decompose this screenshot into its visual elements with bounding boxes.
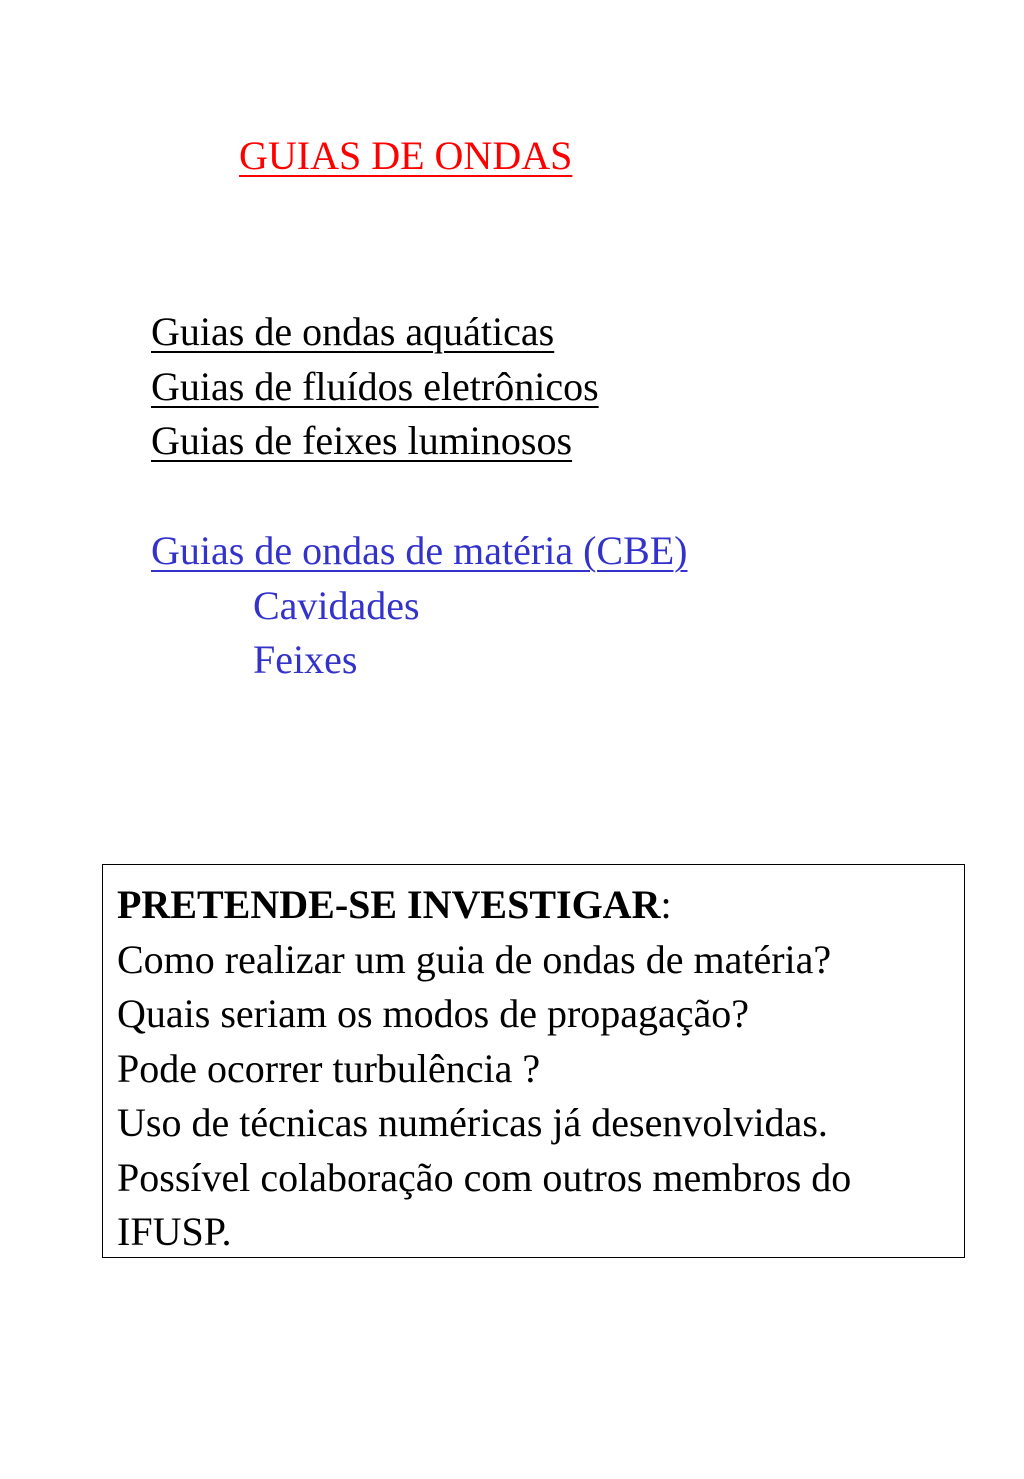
guide-item-aquatic: Guias de ondas aquáticas bbox=[151, 309, 555, 354]
investigation-box bbox=[102, 864, 965, 1258]
guide-item-electronic-fluids: Guias de fluídos eletrônicos bbox=[151, 363, 599, 409]
matter-item-beams: Feixes bbox=[253, 637, 358, 682]
matter-waveguide-heading: Guias de ondas de matéria (CBE) bbox=[151, 528, 688, 573]
guides-list bbox=[151, 305, 599, 469]
page-title: GUIAS DE ONDAS bbox=[239, 133, 573, 178]
investigation-line: Pode ocorrer turbulência ? bbox=[117, 1045, 541, 1091]
matter-item-cavities: Cavidades bbox=[253, 582, 420, 628]
investigation-heading-line bbox=[117, 878, 964, 933]
investigation-line: Uso de técnicas numéricas já desenvolvidas. bbox=[117, 1100, 828, 1145]
guide-item-light-beams: Guias de feixes luminosos bbox=[151, 418, 573, 463]
investigation-heading-colon: : bbox=[660, 882, 672, 927]
investigation-line: Como realizar um guia de ondas de matéria? bbox=[117, 936, 832, 982]
investigation-line: IFUSP. bbox=[117, 1209, 232, 1254]
investigation-line: Possível colaboração com outros membros do bbox=[117, 1154, 852, 1200]
investigation-line: Quais seriam os modos de propagação? bbox=[117, 991, 750, 1036]
investigation-heading: PRETENDE-SE INVESTIGAR bbox=[117, 882, 661, 927]
matter-waveguide-section bbox=[151, 524, 688, 688]
